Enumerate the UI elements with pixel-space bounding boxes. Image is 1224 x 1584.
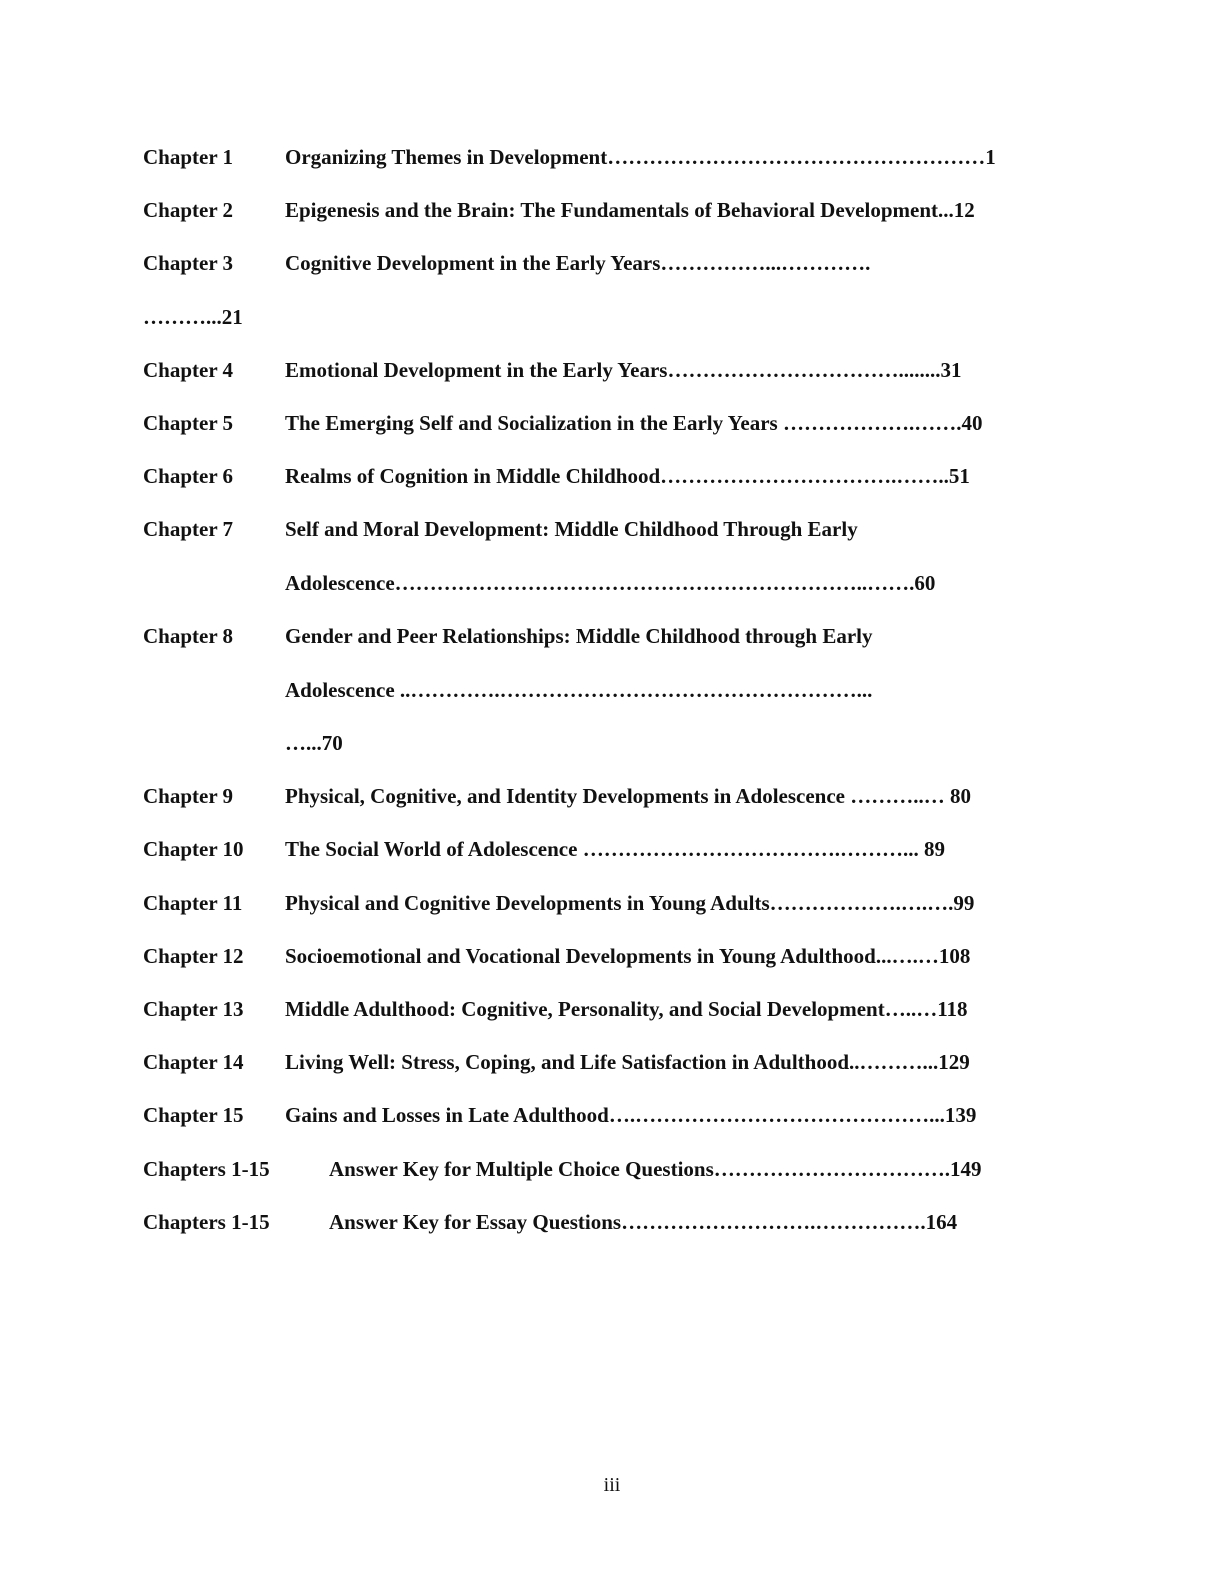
toc-continuation-chapter-8-page: …...70 — [285, 731, 343, 755]
toc-continuation-chapter-8: Adolescence ..………….……………………………………………... — [285, 678, 873, 702]
toc-label-chapter-2: Chapter 2 — [143, 198, 234, 222]
toc-title-chapter-2: Epigenesis and the Brain: The Fundamentals of Behavioral Development...12 — [285, 198, 975, 222]
toc-label-chapter-1: Chapter 1 — [143, 145, 234, 169]
toc-label-answer-key-essay: Chapters 1-15 — [143, 1210, 270, 1234]
toc-continuation-chapter-7: Adolescence…………………………………………………………..…….60 — [285, 571, 936, 595]
toc-label-chapter-7: Chapter 7 — [143, 517, 234, 541]
toc-title-answer-key-essay: Answer Key for Essay Questions……………………….…………….164 — [329, 1210, 958, 1234]
toc-label-chapter-10: Chapter 10 — [143, 837, 244, 861]
toc-label-chapter-14: Chapter 14 — [143, 1050, 244, 1074]
page-number: iii — [603, 1474, 621, 1496]
toc-label-chapter-4: Chapter 4 — [143, 358, 234, 382]
toc-title-chapter-8: Gender and Peer Relationships: Middle Childhood through Early — [285, 624, 873, 648]
toc-label-chapter-11: Chapter 11 — [143, 891, 243, 915]
toc-label-chapter-15: Chapter 15 — [143, 1103, 244, 1127]
toc-continuation-chapter-3: ………...21 — [143, 305, 243, 329]
toc-title-answer-key-mc: Answer Key for Multiple Choice Questions…………………………….149 — [329, 1157, 982, 1181]
toc-title-chapter-6: Realms of Cognition in Middle Childhood…………………………….……..51 — [285, 464, 970, 488]
toc-title-chapter-15: Gains and Losses in Late Adulthood….……………………………………...139 — [285, 1103, 977, 1127]
toc-title-chapter-3: Cognitive Development in the Early Years……………...…………. — [285, 251, 871, 275]
toc-title-chapter-10: The Social World of Adolescence ……………………………….………... 89 — [285, 837, 945, 861]
toc-title-chapter-4: Emotional Development in the Early Years……………………………........31 — [285, 358, 962, 382]
toc-title-chapter-5: The Emerging Self and Socialization in the Early Years ……………….…….40 — [285, 411, 983, 435]
toc-label-chapter-9: Chapter 9 — [143, 784, 234, 808]
toc-title-chapter-7: Self and Moral Development: Middle Childhood Through Early — [285, 517, 858, 541]
toc-label-chapter-6: Chapter 6 — [143, 464, 234, 488]
toc-label-chapter-5: Chapter 5 — [143, 411, 234, 435]
toc-label-answer-key-mc: Chapters 1-15 — [143, 1157, 270, 1181]
toc-title-chapter-1: Organizing Themes in Development………………………………………………1 — [285, 145, 996, 169]
toc-label-chapter-8: Chapter 8 — [143, 624, 234, 648]
toc-label-chapter-3: Chapter 3 — [143, 251, 234, 275]
toc-label-chapter-13: Chapter 13 — [143, 997, 244, 1021]
toc-title-chapter-13: Middle Adulthood: Cognitive, Personality, and Social Development…..…118 — [285, 997, 968, 1021]
toc-title-chapter-9: Physical, Cognitive, and Identity Developments in Adolescence ………..… 80 — [285, 784, 971, 808]
toc-title-chapter-11: Physical and Cognitive Developments in Young Adults……………….….….99 — [285, 891, 975, 915]
toc-title-chapter-14: Living Well: Stress, Coping, and Life Satisfaction in Adulthood..………...129 — [285, 1050, 970, 1074]
toc-title-chapter-12: Socioemotional and Vocational Developments in Young Adulthood...….…108 — [285, 944, 971, 968]
toc-label-chapter-12: Chapter 12 — [143, 944, 244, 968]
